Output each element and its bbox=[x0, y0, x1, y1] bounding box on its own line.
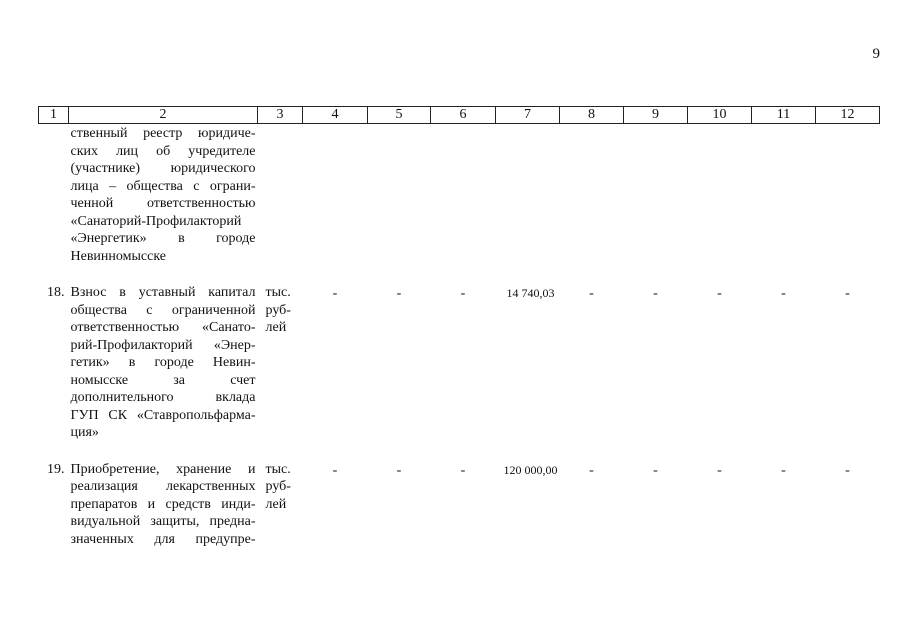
cell-col-4: - bbox=[332, 462, 338, 478]
header-cell-12: 12 bbox=[816, 107, 880, 124]
header-cell-10: 10 bbox=[688, 107, 752, 124]
cell-col-4: - bbox=[332, 286, 338, 301]
row-number: 19. bbox=[47, 461, 65, 477]
text-line: ГУП СК «Ставропольфарма- bbox=[70, 407, 256, 423]
cell-col-11: - bbox=[781, 462, 786, 478]
cell-col-12: - bbox=[845, 286, 850, 301]
header-cell-11: 11 bbox=[752, 107, 816, 124]
text-line: гетик» в городе Невин- bbox=[70, 355, 256, 370]
unit-line: лей bbox=[265, 496, 287, 512]
header-cell-6: 6 bbox=[431, 107, 496, 124]
text-line: Приобретение, хранение и bbox=[70, 461, 256, 477]
cell-col-5: - bbox=[396, 286, 402, 301]
header-row bbox=[39, 107, 880, 124]
text-line: «Энергетик» в городе bbox=[70, 231, 256, 246]
cell-col-11: - bbox=[781, 286, 786, 301]
unit-line: тыс. bbox=[265, 461, 291, 477]
row-unit bbox=[258, 283, 303, 442]
text-line: ченной ответственностью bbox=[70, 196, 256, 211]
cell-col-8: - bbox=[589, 462, 594, 478]
unit-line: лей bbox=[265, 320, 287, 335]
cell-col-5: - bbox=[396, 462, 402, 478]
text-line: значенных для предупре- bbox=[70, 531, 256, 547]
text-line: (участнике) юридического bbox=[70, 161, 256, 176]
text-line: реализация лекарственных bbox=[70, 479, 256, 494]
header-cell-8: 8 bbox=[560, 107, 624, 124]
header-cell-4: 4 bbox=[303, 107, 368, 124]
cell-col-7: 14 740,03 bbox=[506, 286, 555, 300]
text-line: Взнос в уставный капитал bbox=[70, 285, 256, 300]
cell-col-9: - bbox=[653, 286, 658, 301]
row-unit bbox=[258, 460, 303, 549]
unit-line: руб- bbox=[265, 479, 291, 494]
text-line: номысске за счет bbox=[70, 372, 256, 388]
data-table bbox=[38, 106, 880, 548]
text-line: Невинномысске bbox=[70, 248, 167, 264]
row-description bbox=[69, 283, 258, 442]
unit-line: тыс. bbox=[265, 285, 291, 300]
cell-col-12: - bbox=[845, 462, 850, 478]
text-line: общества с ограниченной bbox=[70, 302, 256, 318]
cell-col-8: - bbox=[589, 286, 594, 301]
text-line: ция» bbox=[70, 425, 99, 440]
header-cell-5: 5 bbox=[368, 107, 431, 124]
header-cell-1: 1 bbox=[39, 107, 69, 124]
header-cell-7: 7 bbox=[496, 107, 560, 124]
text-line: ских лиц об учредителе bbox=[70, 143, 256, 159]
text-line: препаратов и средств инди- bbox=[70, 496, 256, 512]
table-row bbox=[39, 283, 880, 442]
cell-col-6: - bbox=[460, 462, 466, 478]
unit-line: руб- bbox=[265, 302, 291, 318]
page-number: 9 bbox=[872, 46, 880, 62]
text-line: лица – общества с ограни- bbox=[70, 178, 256, 194]
text-line: дополнительного вклада bbox=[70, 390, 256, 405]
cell-col-9: - bbox=[653, 462, 658, 478]
row-description bbox=[69, 124, 258, 266]
text-line: «Санаторий-Профилакторий bbox=[70, 213, 242, 229]
table-row bbox=[39, 460, 880, 549]
row-number: 18. bbox=[47, 285, 65, 300]
cell-col-10: - bbox=[717, 286, 722, 301]
cell-col-7: 120 000,00 bbox=[503, 462, 558, 477]
header-cell-3: 3 bbox=[258, 107, 303, 124]
text-line: рий-Профилакторий «Энер- bbox=[70, 337, 256, 353]
cell-col-6: - bbox=[460, 286, 466, 301]
table-row bbox=[39, 124, 880, 266]
row-description bbox=[69, 460, 258, 549]
text-line: ственный реестр юридиче- bbox=[70, 126, 256, 141]
header-cell-2: 2 bbox=[69, 107, 258, 124]
cell-col-10: - bbox=[717, 462, 722, 478]
text-line: ответственностью «Санато- bbox=[70, 320, 256, 335]
text-line: видуальной защиты, предна- bbox=[70, 514, 256, 529]
header-cell-9: 9 bbox=[624, 107, 688, 124]
